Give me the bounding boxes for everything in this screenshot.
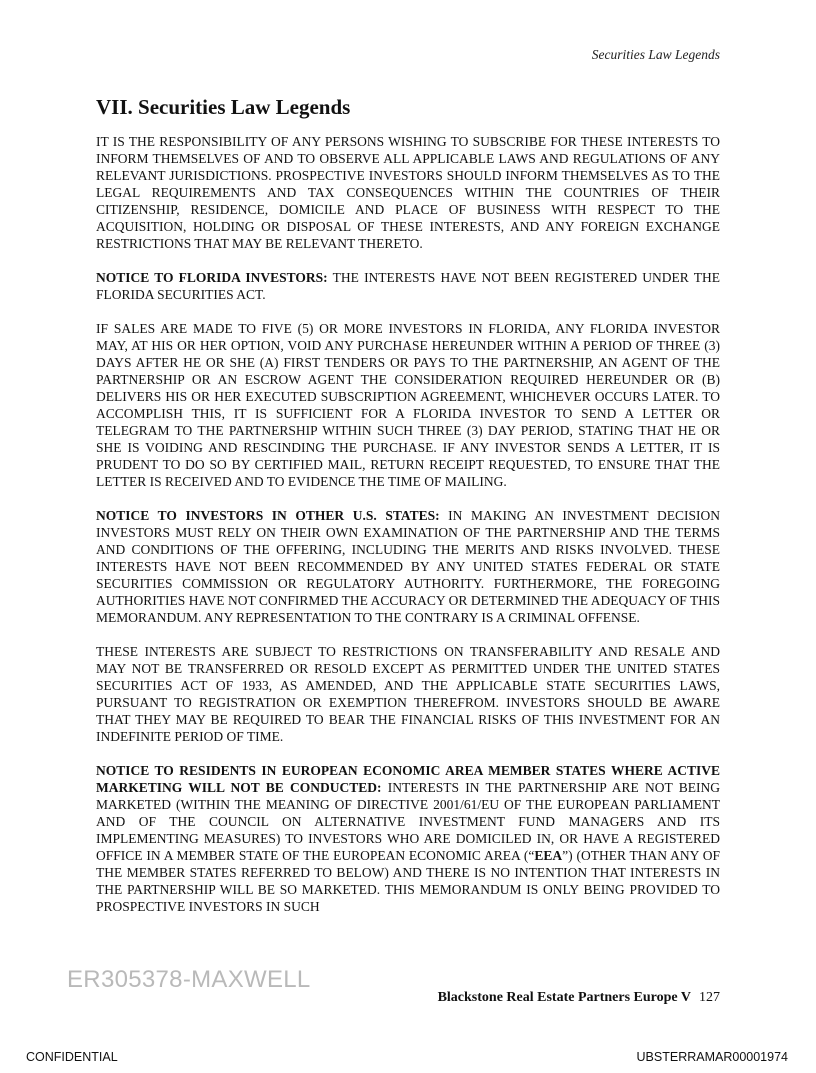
paragraph-transfer-restrictions [96,643,720,745]
paragraph-text: THESE INTERESTS ARE SUBJECT TO RESTRICTIONS ON TRANSFERABILITY AND RESALE AND MAY NOT BE TRANSFERRED OR RESOLD EXCEPT AS PERMITTED UNDER THE UNITED STATES SECURITIES ACT OF 1933, AS AMENDED, AND THE APPLICABLE STATE SECURITIES LAWS, PURSUANT TO REGISTRATION OR EXEMPTION THEREFROM. INVESTORS SHOULD BE AWARE THAT THEY MAY BE REQUIRED TO BEAR THE FINANCIAL RISKS OF THIS INVESTMENT FOR AN INDEFINITE PERIOD OF TIME. [96,644,720,744]
page-number: 127 [699,990,720,1005]
bates-number: UBSTERRAMAR00001974 [636,1050,788,1064]
document-body [96,133,720,932]
paragraph-eea-notice [96,762,720,915]
paragraph-responsibility [96,133,720,252]
paragraph-other-states-notice [96,507,720,626]
paragraph-text: THE INTERESTS HAVE NOT BEEN REGISTERED UNDER THE FLORIDA SECURITIES ACT. [96,270,720,302]
page-footer [438,990,720,1006]
paragraph-text: INTERESTS IN THE PARTNERSHIP ARE NOT BEING MARKETED (WITHIN THE MEANING OF DIRECTIVE 2001/61/EU OF THE EUROPEAN PARLIAMENT AND OF THE COUNCIL ON ALTERNATIVE INVESTMENT FUND MANAGERS AND ITS IMPLEMENTING MEASURES) TO INVESTORS WHO ARE DOMICILED IN, OR HAVE A REGISTERED OFFICE IN A MEMBER STATE OF THE EUROPEAN ECONOMIC AREA (“ [96,780,720,863]
paragraph-text: IT IS THE RESPONSIBILITY OF ANY PERSONS WISHING TO SUBSCRIBE FOR THESE INTERESTS TO INFORM THEMSELVES OF AND TO OBSERVE ALL APPLICABLE LAWS AND REGULATIONS OF ANY RELEVANT JURISDICTIONS. PROSPECTIVE INVESTORS SHOULD INFORM THEMSELVES AS TO THE LEGAL REQUIREMENTS AND TAX CONSEQUENCES WITHIN THE COUNTRIES OF THEIR CITIZENSHIP, RESIDENCE, DOMICILE AND PLACE OF BUSINESS WITH RESPECT TO THE ACQUISITION, HOLDING OR DISPOSAL OF THESE INTERESTS, AND ANY FOREIGN EXCHANGE RESTRICTIONS THAT MAY BE RELEVANT THERETO. [96,134,720,251]
paragraph-text: IF SALES ARE MADE TO FIVE (5) OR MORE INVESTORS IN FLORIDA, ANY FLORIDA INVESTOR MAY, AT HIS OR HER OPTION, VOID ANY PURCHASE HEREUNDER WITHIN A PERIOD OF THREE (3) DAYS AFTER HE OR SHE (A) FIRST TENDERS OR PAYS TO THE PARTNERSHIP, AN AGENT OF THE PARTNERSHIP OR AN ESCROW AGENT THE CONSIDERATION REQUIRED HEREUNDER OR (B) DELIVERS HIS OR HER EXECUTED SUBSCRIPTION AGREEMENT, WHICHEVER OCCURS LATER. TO ACCOMPLISH THIS, IT IS SUFFICIENT FOR A FLORIDA INVESTOR TO SEND A LETTER OR TELEGRAM TO THE PARTNERSHIP WITHIN SUCH THREE (3) DAY PERIOD, STATING THAT HE OR SHE IS VOIDING AND RESCINDING THE PURCHASE. IF ANY INVESTOR SENDS A LETTER, IT IS PRUDENT TO DO SO BY CERTIFIED MAIL, RETURN RECEIPT REQUESTED, TO ENSURE THAT THE LETTER IS RECEIVED AND TO EVIDENCE THE TIME OF MAILING. [96,321,720,489]
confidential-label: CONFIDENTIAL [26,1050,118,1064]
paragraph-florida-rescission [96,320,720,490]
footer-document-title: Blackstone Real Estate Partners Europe V [437,990,691,1005]
notice-heading: NOTICE TO FLORIDA INVESTORS: [96,270,328,285]
paragraph-florida-notice [96,269,720,303]
notice-heading: NOTICE TO INVESTORS IN OTHER U.S. STATES: [96,508,440,523]
notice-heading: NOTICE TO RESIDENTS IN EUROPEAN ECONOMIC AREA MEMBER STATES WHERE ACTIVE MARKETING WILL NOT BE CONDUCTED: [96,763,720,795]
paragraph-text: ”) (OTHER THAN ANY OF THE MEMBER STATES REFERRED TO BELOW) AND THERE IS NO INTENTION THAT INTERESTS IN THE PARTNERSHIP WILL BE SO MARKETED. THIS MEMORANDUM IS ONLY BEING PROVIDED TO PROSPECTIVE INVESTORS IN SUCH [96,848,720,914]
paragraph-text: IN MAKING AN INVESTMENT DECISION INVESTORS MUST RELY ON THEIR OWN EXAMINATION OF THE PARTNERSHIP AND THE TERMS AND CONDITIONS OF THE OFFERING, INCLUDING THE MERITS AND RISKS INVOLVED. THESE INTERESTS HAVE NOT BEEN RECOMMENDED BY ANY UNITED STATES FEDERAL OR STATE SECURITIES COMMISSION OR REGULATORY AUTHORITY. FURTHERMORE, THE FOREGOING AUTHORITIES HAVE NOT CONFIRMED THE ACCURACY OR DETERMINED THE ADEQUACY OF THIS MEMORANDUM. ANY REPRESENTATION TO THE CONTRARY IS A CRIMINAL OFFENSE. [96,508,720,625]
watermark-stamp: ER305378-MAXWELL [67,966,311,993]
running-header: Securities Law Legends [591,47,720,62]
section-title: VII. Securities Law Legends [96,95,351,119]
defined-term: EEA [534,848,563,863]
